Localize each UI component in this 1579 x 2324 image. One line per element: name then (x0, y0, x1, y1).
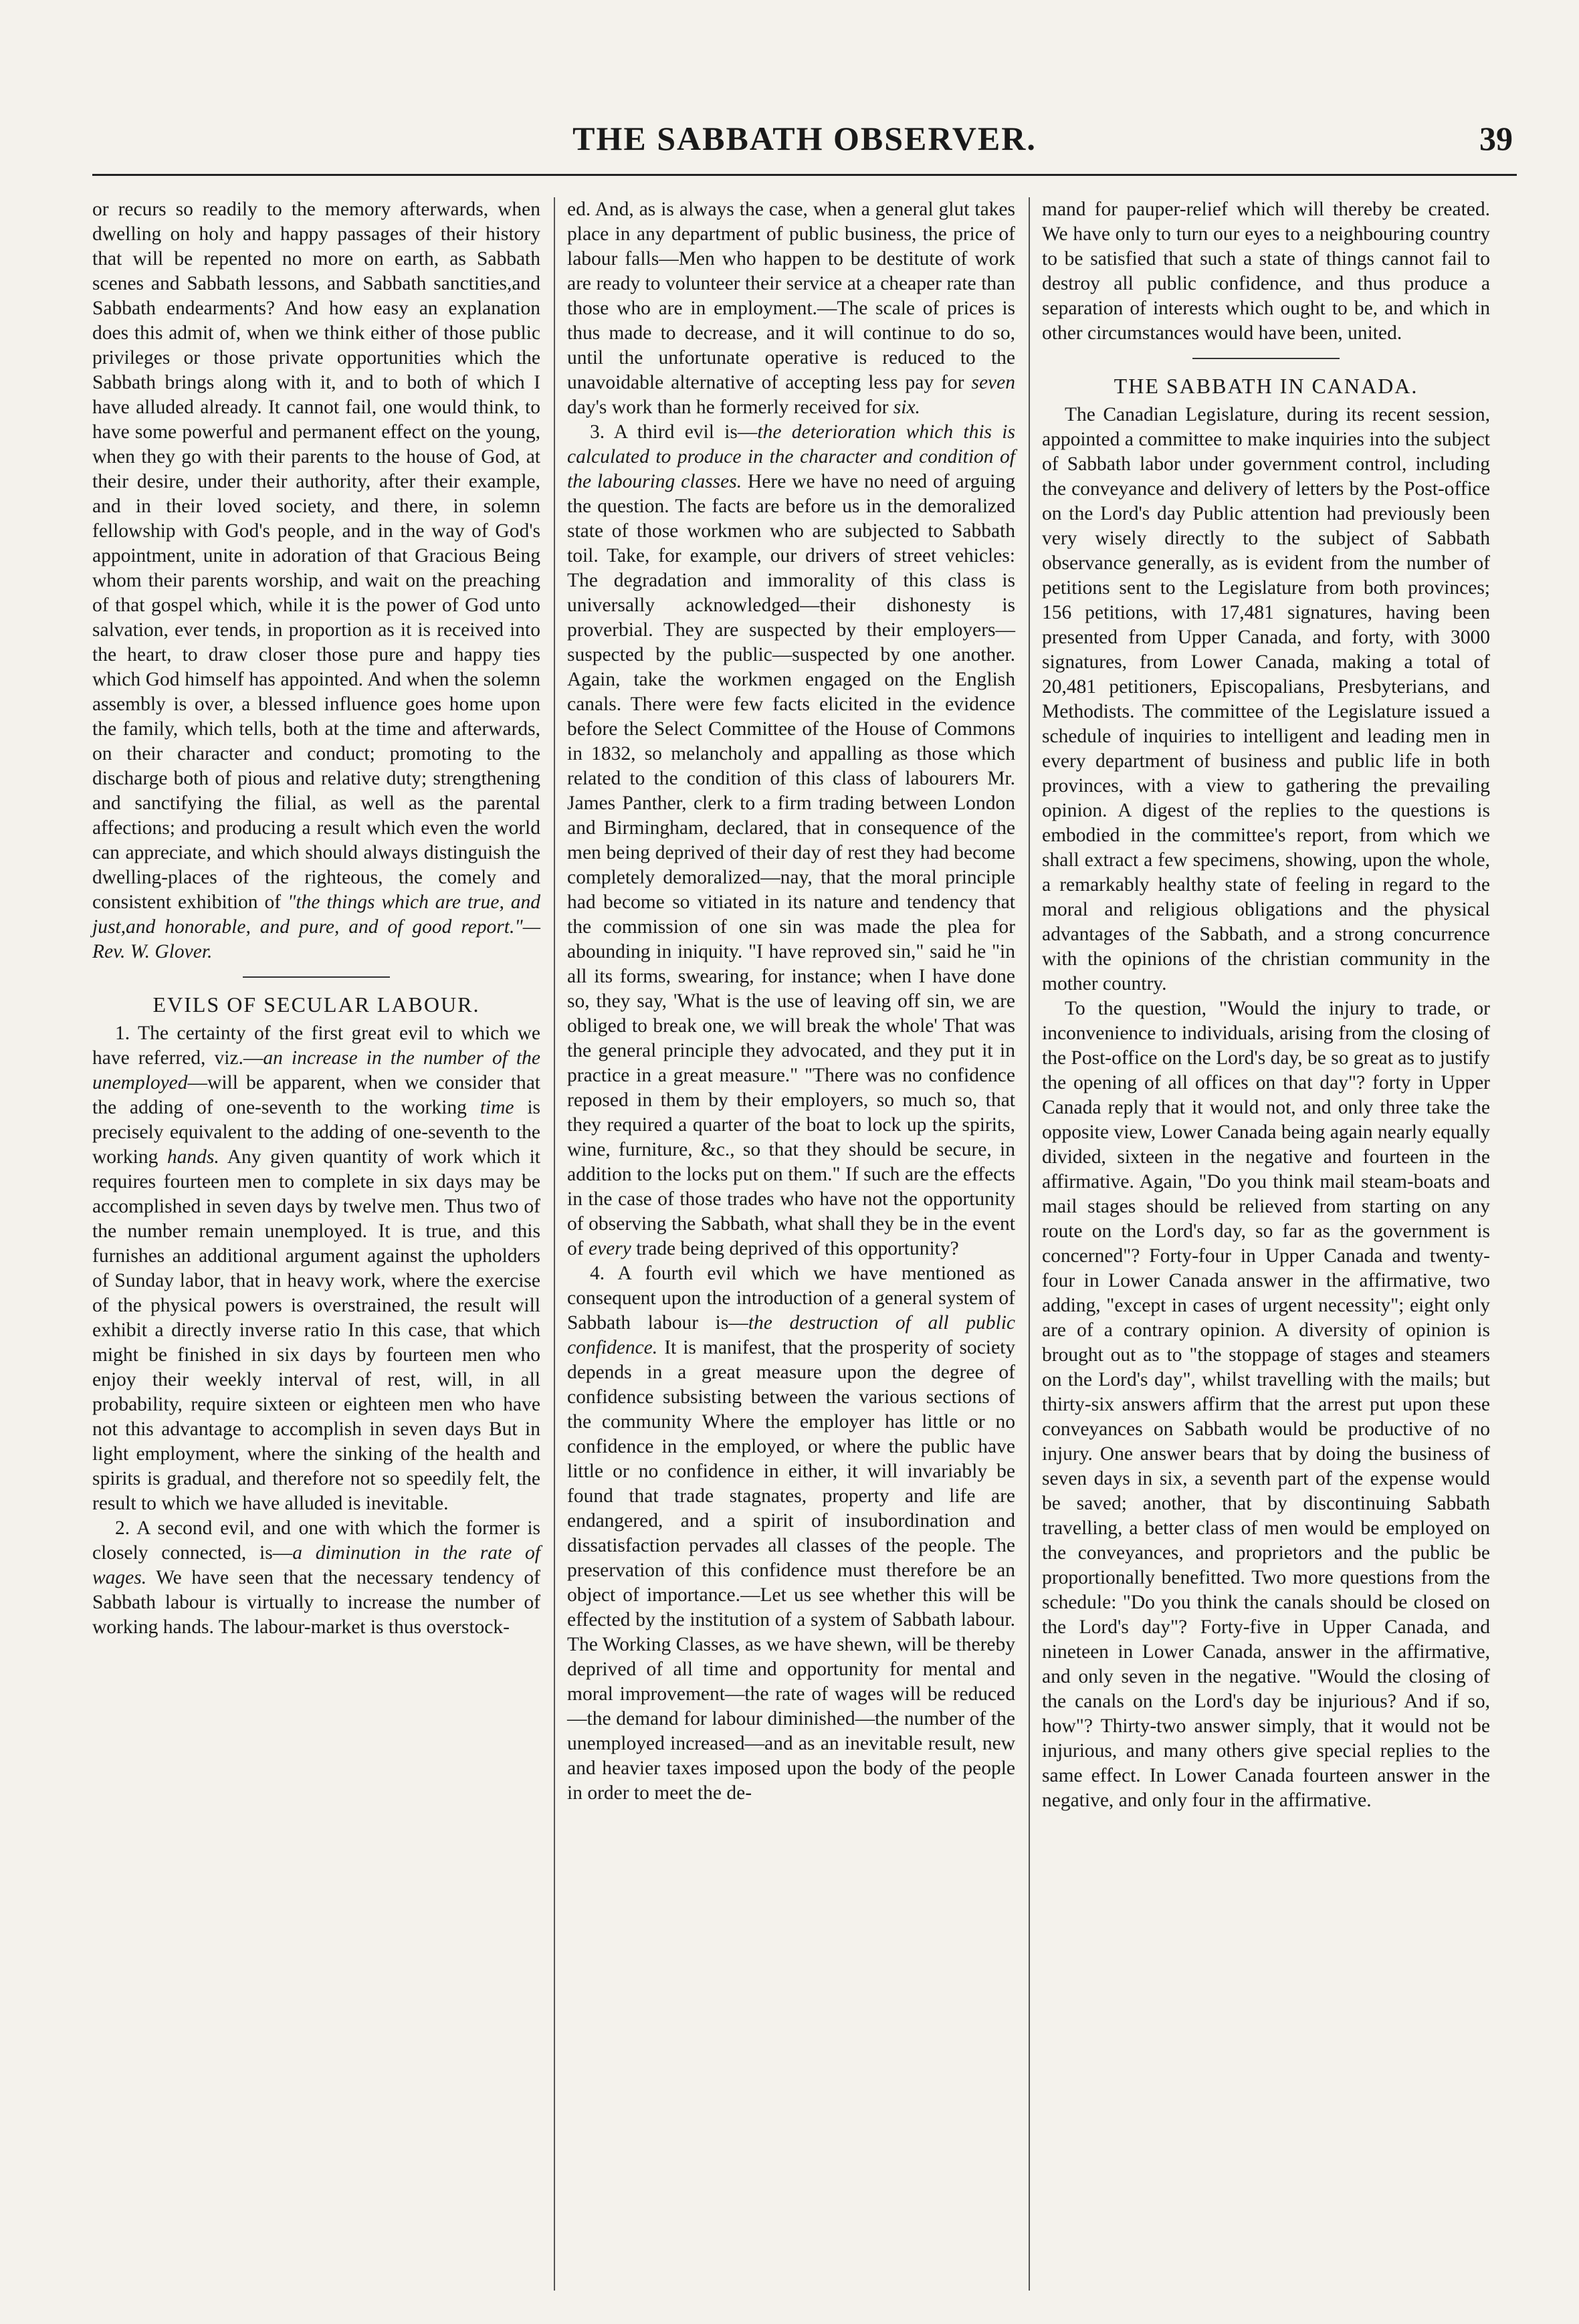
emphasis-text: hands. (167, 1146, 219, 1168)
article-paragraph (567, 1261, 1015, 1806)
article-paragraph (92, 1516, 540, 1640)
column-divider (1029, 197, 1030, 2291)
paragraph-text: 3. A third evil is— (590, 421, 758, 443)
emphasis-text: the deterioration which this is calculated to produce in the character and condition of the labouring classes. (567, 421, 1015, 492)
article-paragraph (92, 1021, 540, 1516)
paragraph-text: —will be apparent, when we consider that the adding of one-seventh to the working (92, 1072, 540, 1118)
quote-text: "the things which are true, and just,and honorable, and pure, and of good report." (92, 891, 541, 938)
column-divider (554, 197, 555, 2291)
emphasis-text: time (480, 1097, 514, 1118)
article-paragraph (567, 197, 1015, 420)
page-header (92, 112, 1517, 176)
section-rule (1192, 358, 1340, 359)
paragraph-text: or recurs so readily to the memory afterwards, when dwelling on holy and happy passages of their history that will be repented no more on earth, as Sabbath scenes and Sabbath lessons, and Sabbath sanctities,and Sabbath endearments? And how easy an explanation does this admit of, when we think either of those public privileges or those private opportunities which the Sabbath brings along with it, and to both of which I have alluded already. It cannot fail, one would think, to have some powerful and permanent effect on the young, when they go with their parents to the house of God, at their desire, under their authority, after their example, and in their loved society, and there, in solemn fellowship with God's people, and in the way of God's appointment, unite in adoration of that Gracious Being whom their parents worship, and wait on the preaching of that gospel which, while it is the power of God unto salvation, ever tends, in proportion as it is received into the heart, to draw closer those pure and happy ties which God himself has appointed. And when the solemn assembly is over, a blessed influence goes home upon the family, which tells, both at the time and afterwards, on their character and conduct; promoting to the discharge both of pious and relative duty; strengthening and sanctifying the filial, as well as the parental affections; and producing a result which even the world can appreciate, and which should always distinguish the dwelling-places of the righteous, the comely and consistent exhibition of (92, 199, 540, 913)
emphasis-text: six. (893, 397, 920, 418)
paragraph-text: Any given quantity of work which it requires fourteen men to complete in six days may be accomplished in seven days by twelve men. Thus two of the number remain unemployed. It is true, and this furnishes an additional argument against the upholders of Sunday labor, that in heavy work, where the exercise of the physical powers is overstrained, the result will exhibit a directly inverse ratio In this case, that which might be finished in six days by fourteen men who enjoy their weekly interval of rest, will, in all probability, require sixteen or eighteen men who have not this advantage to accomplish in seven days But in light employment, where the sinking of the health and spirits is gradual, and therefore not so speedily felt, the result to which we have alluded is inevitable. (92, 1146, 541, 1514)
emphasis-text: the destruction of all public confidence. (567, 1312, 1015, 1358)
paragraph-text: Here we have no need of arguing the question. The facts are before us in the demoralized state of those workmen who are subjected to Sabbath toil. Take, for example, our drivers of street vehicles: The degradation and immorality of this class is universally acknowledged—their dishonesty is proverbial. They are suspected by their employers—suspected by the public—suspected by one another. Again, take the workmen engaged on the English canals. There were few facts elicited in the evidence before the Select Committee of the House of Commons in 1832, so melancholy and appalling as those which related to the condition of this class of labourers Mr. James Panther, clerk to a firm trading between London and Birmingham, declared, that in consequence of the men being deprived of their day of rest they had become completely demoralized—nay, that the moral principle had become so vitiated in its nature and tendency that the commission of one sin was made the plea for abounding in iniquity. "I have reproved sin," said he "in all its forms, swearing, for instance; when I have done so, they say, 'What is the use of leaving off sin, we are obliged to break one, we will break the whole' That was the general principle they advocated, and they put it in practice in a great measure." "There was no confidence reposed in them by their employers, so much so, that they required a quarter of the boat to lock up the spirits, wine, furniture, &c., so that they should be secure, in addition to the locks put on them." If such are the effects in the case of those trades who have not the opportunity of observing the Sabbath, what shall they be in the event of (567, 471, 1015, 1259)
paragraph-text: 2. A second evil, and one with which the former is closely connected, is— (92, 1517, 540, 1564)
page-number: 39 (1479, 120, 1513, 157)
paragraph-text: day's work than he formerly received for (567, 397, 889, 418)
running-title: THE SABBATH OBSERVER. (572, 120, 1037, 157)
paragraph-text: To the question, "Would the injury to trade, or inconvenience to individuals, arising from the closing of the Post-office on the Lord's day, be so great as to justify the opening of all offices on that day"? forty in Upper Canada reply that it would not, and only three take the opposite view, Lower Canada being again nearly equally divided, sixteen in the negative and fourteen in the affirmative. Again, "Do you think mail steam-boats and mail stages should be relieved from starting on any route on the Lord's day, so far as the government is concerned"? Forty-four in Upper Canada and twenty-four in Lower Canada answer in the affirmative, two adding, "except in cases of urgent necessity"; eight only are of a contrary opinion. A diversity of opinion is brought out as to "the stoppage of stages and steamers on the Lord's day", whilst travelling with the mails; but thirty-six answers affirm that the arrest put upon these conveyances on Sabbath would be productive of no injury. One answer bears that by doing the business of seven days in six, a seventh part of the expense would be saved; another, that by discontinuing Sabbath travelling, a better class of men would be employed on the conveyances, and proprietors and the public be proportionally benefitted. Two more questions from the schedule: "Do you think the canals should be closed on the Lord's day"? Forty-five in Upper Canada, and nineteen in Lower Canada, answer in the affirmative, and only seven in the negative. "Would the closing of the canals on the Lord's day be injurious? And if so, how"? Thirty-two answer simply, that it would not be injurious, and many others give special replies to the same effect. In Lower Canada fourteen answer in the negative, and only four in the affirmative. (1042, 998, 1490, 1811)
article-paragraph (1042, 197, 1490, 346)
emphasis-text: a diminution in the rate of wages. (92, 1542, 540, 1588)
section-heading: THE SABBATH IN CANADA. (1114, 374, 1418, 398)
paragraph-text: mand for pauper-relief which will thereby be created. We have only to turn our eyes to a neighbouring country to be satisfied that such a state of things cannot fail to destroy all public confidence, and thus produce a separation of interests which ought to be, and which in other circumstances would have been, united. (1042, 199, 1490, 344)
article-paragraph (567, 420, 1015, 1261)
paragraph-text: We have seen that the necessary tendency of Sabbath labour is virtually to increase the number of working hands. The labour-market is thus overstock- (92, 1567, 540, 1638)
article-paragraph (92, 197, 540, 964)
paragraph-text: 1. The certainty of the first great evil to which we have referred, viz.— (92, 1023, 540, 1069)
column-3 (1042, 197, 1490, 2291)
column-1 (92, 197, 540, 2291)
emphasis-text: seven (971, 372, 1015, 393)
emphasis-text: every (588, 1238, 631, 1259)
attribution: —Rev. W. Glover. (92, 916, 540, 962)
section-heading: EVILS OF SECULAR LABOUR. (152, 992, 480, 1017)
paragraph-text: is precisely equivalent to the adding of one-seventh to the working (92, 1097, 541, 1168)
paragraph-text: ed. And, as is always the case, when a general glut takes place in any department of public business, the price of labour falls—Men who happen to be destitute of work are ready to volunteer their service at a cheaper rate than those who are in employment.—The scale of prices is thus made to decrease, and it will continue to do so, until the unfortunate operative is reduced to the unavoidable alternative of accepting less pay for (567, 199, 1015, 393)
paragraph-text: It is manifest, that the prosperity of society depends in a great measure upon the degree of confidence subsisting between the various sections of the community Where the employer has little or no confidence in the employed, or where the public have little or no confidence in either, it will invariably be found that trade stagnates, property and life are endangered, and a spirit of insubordination and dissatisfaction pervades all classes of the people. The preservation of this confidence must therefore be an object of importance.—Let us see whether this will be effected by the institution of a system of Sabbath labour. The Working Classes, as we have shewn, will be thereby deprived of all time and opportunity for mental and moral improvement—the rate of wages will be reduced—the demand for labour diminished—the number of the unemployed increased—and as an inevitable result, new and heavier taxes imposed upon the body of the people in order to meet the de- (567, 1337, 1016, 1804)
column-2 (567, 197, 1015, 2291)
article-paragraph (1042, 403, 1490, 996)
section-rule (243, 976, 390, 978)
emphasis-text: an increase in the number of the unemployed (92, 1047, 540, 1093)
paragraph-text: The Canadian Legislature, during its recent session, appointed a committee to make inquiries into the subject of Sabbath labor under government control, including the conveyance and delivery of letters by the Post-office on the Lord's day Public attention had previously been very wisely directly to the subject of Sabbath observance generally, as is evident from the number of petitions sent to the Legislature from both provinces; 156 petitions, with 17,481 signatures, having been presented from Upper Canada, and forty, with 3000 signatures, from Lower Canada, making a total of 20,481 petitioners, Episcopalians, Presbyterians, and Methodists. The committee of the Legislature issued a schedule of inquiries to intelligent and leading men in every department of business and public life in both provinces, with a view to gathering the prevailing opinion. A digest of the replies to the questions is embodied in the committee's report, from which we shall extract a few specimens, showing, upon the whole, a remarkably healthy state of feeling in regard to the moral and religious obligations and the physical advantages of the Sabbath, and a strong concurrence with the opinions of the christian community in the mother country. (1042, 404, 1490, 994)
paragraph-text: 4. A fourth evil which we have mentioned as consequent upon the introduction of a general system of Sabbath labour is— (567, 1263, 1015, 1334)
article-paragraph (1042, 996, 1490, 1813)
paragraph-text: trade being deprived of this opportunity? (636, 1238, 959, 1259)
